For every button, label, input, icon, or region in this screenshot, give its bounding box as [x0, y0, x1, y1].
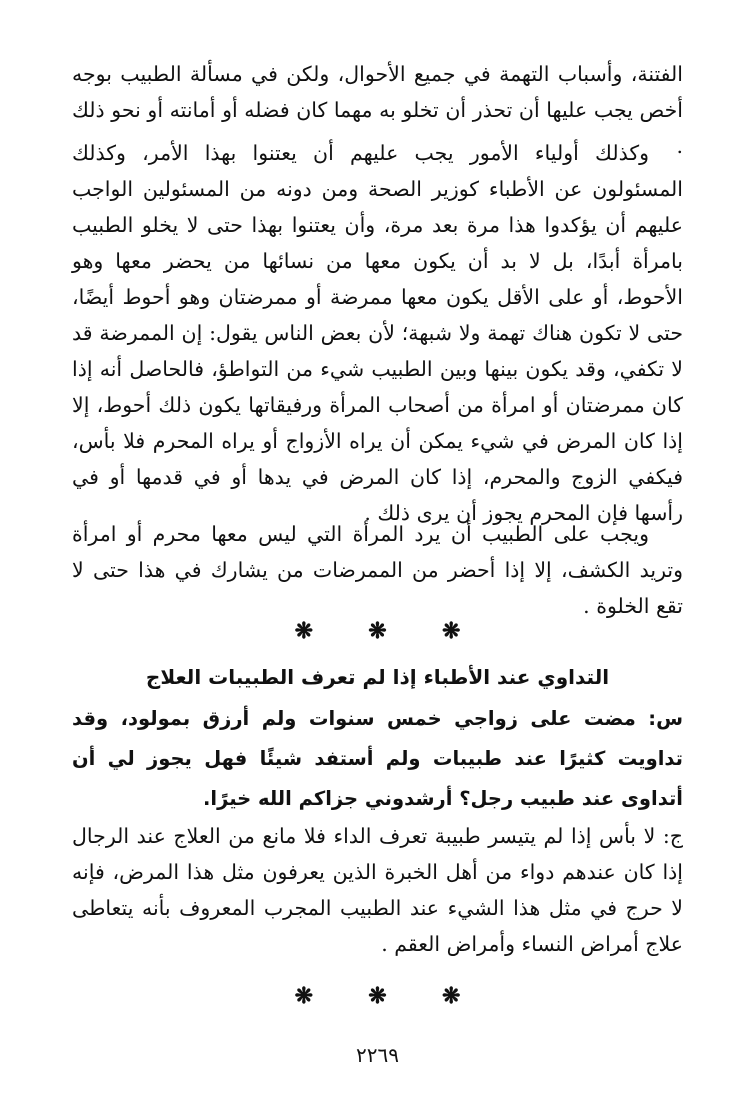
- asterism-icon: ❋: [368, 983, 387, 1009]
- page-number: ٢٢٦٩: [356, 1043, 399, 1067]
- answer-text: ج: لا بأس إذا لم يتيسر طبيبة تعرف الداء فلا مانع من العلاج عند الرجال إذا كان عندهم دواء من أهل الخبرة الذين يعرفون مثل هذا المرض، فإنه لا حرج في مثل هذا الشيء عند الطبيب المجرب المعروف بأنه يتعاطى علاج أمراض النساء وأمراض العقم .: [72, 824, 683, 956]
- asterism-icon: ❋: [368, 618, 387, 644]
- asterism-icon: ❋: [294, 983, 314, 1009]
- body-paragraph: وكذلك أولياء الأمور يجب عليهم أن يعتنوا بهذا الأمر، وكذلك المسئولون عن الأطباء كوزير الصحة ومن دونه من المسئولين الواجب عليهم أن يؤكدوا هذا مرة بعد مرة، وأن يعتنوا بهذا حتى لا يخلو الطبيب بامرأة أبدًا، بل لا بد أن يكون معها من نسائها من يحضر معها وهو الأحوط، أو على الأقل يكون معها ممرضة أو ممرضتان وهو أحوط أيضًا، حتى لا تكون هناك تهمة ولا شبهة؛ لأن بعض الناس يقول: إن الممرضة قد لا تكفي، وقد يكون بينها وبين الطبيب شيء من التواطؤ، فالحاصل أنه إذا كان ممرضتان أو امرأة من أصحاب المرأة ورفيقاتها يكون ذلك أحوط، إلا إذا كان المرض في شيء يمكن أن يراه الأزواج أو يراه المحرم فلا بأس، فيكفي الزوج والمحرم، إذا كان المرض في يدها أو في قدمها أو في رأسها فإن المحرم يجوز أن يرى ذلك .: [72, 141, 683, 525]
- body-paragraph: ويجب على الطبيب أن يرد المرأة التي ليس معها محرم أو امرأة وتريد الكشف، إلا إذا أحضر من الممرضات من يشارك في هذا حتى لا تقع الخلوة .: [72, 522, 683, 618]
- section-separator: [0, 983, 755, 1009]
- section-separator: [0, 618, 755, 644]
- question-text: س: مضت على زواجي خمس سنوات ولم أرزق بمولود، وقد تداويت كثيرًا عند طبيبات ولم أستفد شيئًا فهل يجوز لي أن أتداوى عند طبيب رجل؟ أرشدوني جزاكم الله خيرًا.: [72, 707, 683, 810]
- body-paragraph: الفتنة، وأسباب التهمة في جميع الأحوال، ولكن في مسألة الطبيب بوجه أخص يجب عليها أن تحذر أن تخلو به مهما كان فضله أو أمانته أو نحو ذلك .: [72, 62, 683, 158]
- asterism-icon: ❋: [441, 983, 461, 1009]
- asterism-icon: ❋: [441, 618, 461, 644]
- section-heading: التداوي عند الأطباء إذا لم تعرف الطبيبات العلاج: [145, 665, 610, 689]
- asterism-icon: ❋: [294, 618, 314, 644]
